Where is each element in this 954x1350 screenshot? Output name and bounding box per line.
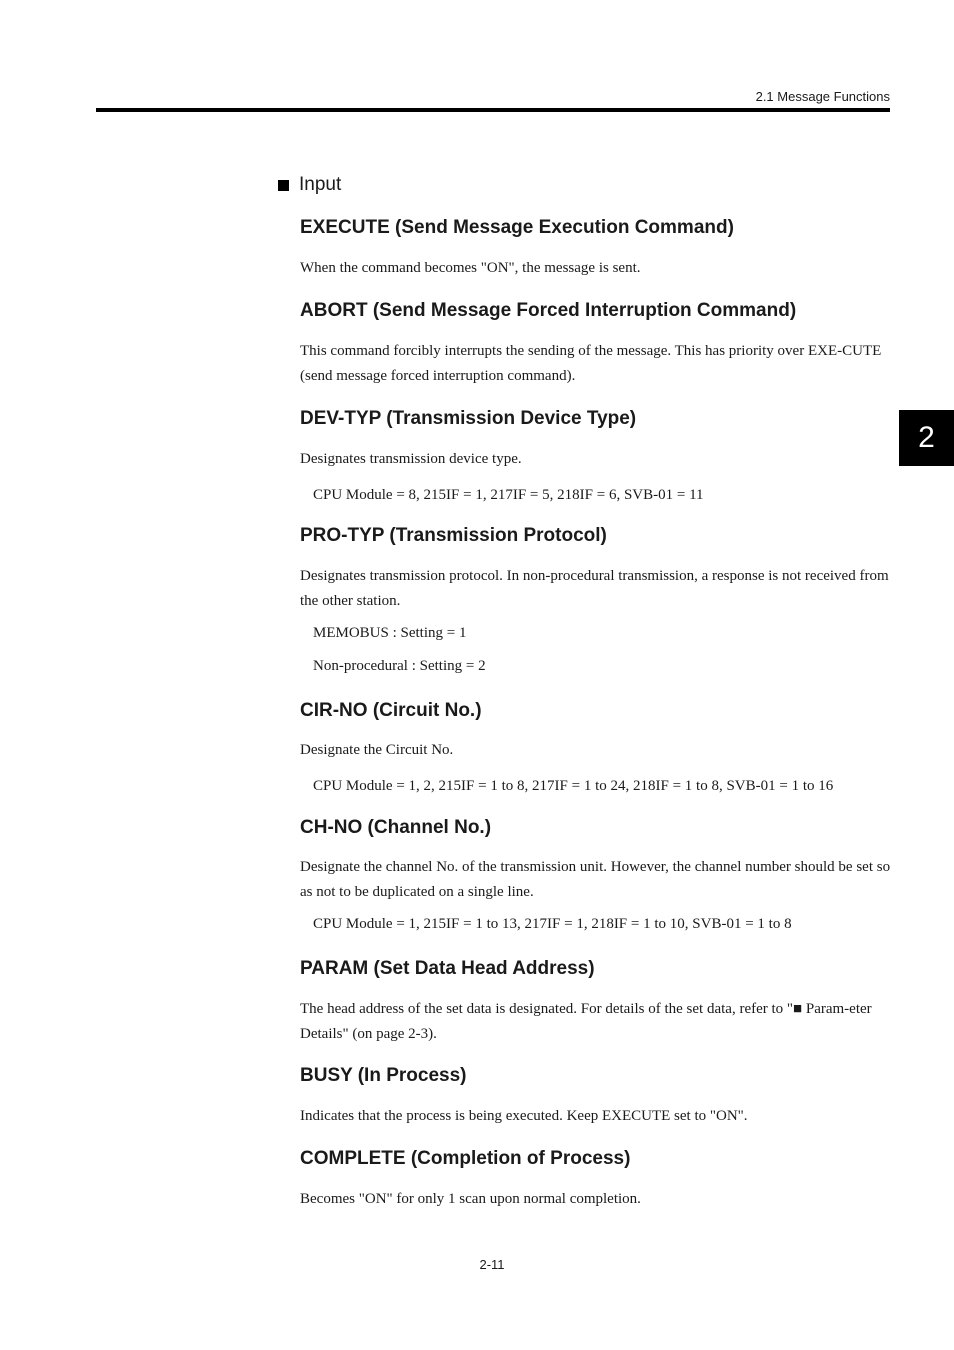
item-title: CIR-NO (Circuit No.) <box>300 700 482 721</box>
item-desc: Indicates that the process is being executed. Keep EXECUTE set to "ON". <box>300 1108 748 1124</box>
item-pro-typ <box>300 524 892 676</box>
item-desc: Designates transmission device type. <box>300 451 522 467</box>
header-section-title: 2.1 Message Functions <box>755 89 890 104</box>
item-dev-typ <box>300 407 892 505</box>
section-heading-text: Input <box>299 174 342 195</box>
item-complete <box>300 1147 892 1212</box>
item-title: CH-NO (Channel No.) <box>300 817 492 838</box>
item-value: CPU Module = 8, 215IF = 1, 217IF = 5, 218IF = 6, SVB-01 = 11 <box>313 486 704 503</box>
item-value: Non-procedural : Setting = 2 <box>313 658 486 674</box>
item-execute <box>300 216 892 281</box>
item-title: ABORT (Send Message Forced Interruption Command) <box>300 300 797 321</box>
item-desc: This command forcibly interrupts the sending of the message. This has priority over EXE-CUTE (send message forced interruption command). <box>300 343 882 384</box>
item-desc: Designates transmission protocol. In non-procedural transmission, a response is not received from the other station. <box>300 568 889 609</box>
item-abort <box>300 299 892 388</box>
item-title: COMPLETE (Completion of Process) <box>300 1148 631 1169</box>
item-title: DEV-TYP (Transmission Device Type) <box>300 408 637 429</box>
item-title: PARAM (Set Data Head Address) <box>300 958 595 979</box>
item-title: EXECUTE (Send Message Execution Command) <box>300 217 734 238</box>
item-desc: Designate the channel No. of the transmission unit. However, the channel number should be set so as not to be duplicated on a single line. <box>300 859 891 900</box>
item-desc: Becomes "ON" for only 1 scan upon normal completion. <box>300 1191 641 1207</box>
item-value: CPU Module = 1, 2, 215IF = 1 to 8, 217IF = 1 to 24, 218IF = 1 to 8, SVB-01 = 1 to 16 <box>313 777 834 794</box>
item-cir-no <box>300 699 892 796</box>
item-desc: The head address of the set data is designated. For details of the set data, refer to "■ Param-eter Details" (on page 2-3). <box>300 1001 872 1042</box>
item-value: MEMOBUS : Setting = 1 <box>313 625 467 641</box>
item-desc: Designate the Circuit No. <box>300 742 454 758</box>
item-desc: When the command becomes "ON", the message is sent. <box>300 260 641 276</box>
item-value: CPU Module = 1, 215IF = 1 to 13, 217IF = 1, 218IF = 1 to 10, SVB-01 = 1 to 8 <box>313 916 792 932</box>
item-busy <box>300 1064 892 1129</box>
item-ch-no <box>300 816 892 934</box>
item-param <box>300 957 892 1046</box>
header-rule <box>96 108 890 112</box>
chapter-tab: 2 <box>899 410 954 466</box>
square-bullet-icon <box>278 180 289 191</box>
item-title: BUSY (In Process) <box>300 1065 467 1086</box>
section-heading <box>278 174 341 196</box>
page-number: 2-11 <box>479 1257 505 1272</box>
item-title: PRO-TYP (Transmission Protocol) <box>300 525 607 546</box>
